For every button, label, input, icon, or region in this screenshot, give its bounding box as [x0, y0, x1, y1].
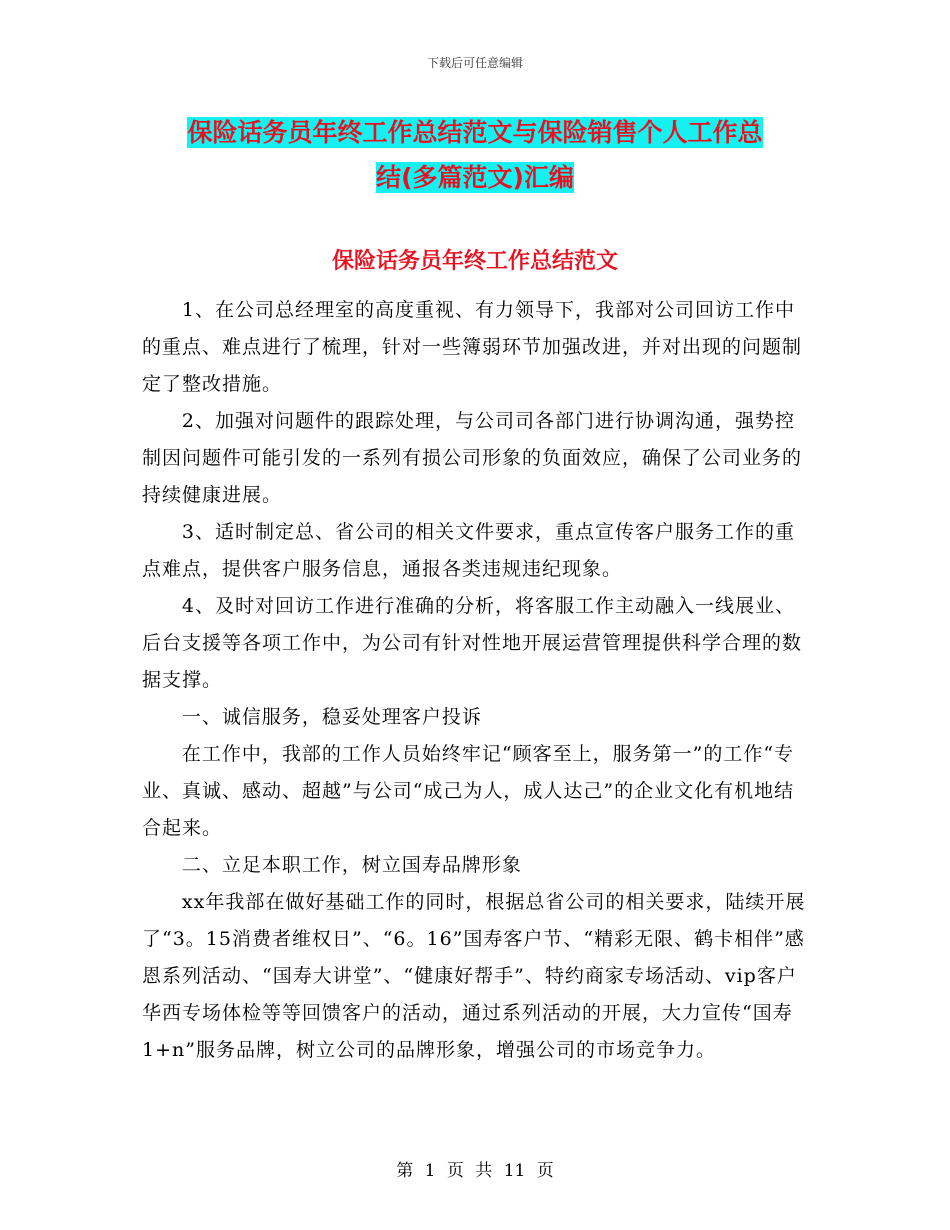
paragraph: xx年我部在做好基础工作的同时，根据总省公司的相关要求，陆续开展了“3。15消费者维权日”、“6。16”国寿客户节、“精彩无限、鹤卡相伴”感恩系列活动、“国寿大讲堂”、“健康好帮手”、特约商家专场活动、vip客户华西专场体检等等回馈客户的活动，通过系列活动的开展，大力宣传“国寿1+n”服务品牌，树立公司的品牌形象，增强公司的市场竞争力。: [142, 891, 806, 1061]
paragraph: 1、在公司总经理室的高度重视、有力领导下，我部对公司回访工作中的重点、难点进行了梳理，针对一些簿弱环节加强改进，并对出现的问题制定了整改措施。: [142, 299, 803, 395]
page-footer: 第 1 页 共 11 页: [396, 1161, 554, 1181]
header-note: 下载后可任意编辑: [426, 56, 523, 70]
document-body: [142, 292, 812, 1069]
document-title-line-1: 保险话务员年终工作总结范文与保险销售个人工作总: [187, 118, 763, 147]
paragraph: 2、加强对问题件的跟踪处理，与公司司各部门进行协调沟通，强势控制因问题件可能引发的一系列有损公司形象的负面效应，确保了公司业务的持续健康进展。: [142, 410, 803, 506]
paragraph: 在工作中，我部的工作人员始终牢记“顾客至上，服务第一”的工作“专业、真诚、感动、超越”与公司“成己为人，成人达己”的企业文化有机地结合起来。: [142, 743, 795, 839]
paragraph: 3、适时制定总、省公司的相关文件要求，重点宣传客户服务工作的重点难点，提供客户服务信息，通报各类违规违纪现象。: [142, 521, 795, 580]
subheading: 一、诚信服务，稳妥处理客户投诉: [181, 706, 482, 728]
document-title: [140, 110, 810, 200]
subheading: 二、立足本职工作，树立国寿品牌形象: [181, 854, 522, 876]
section-title: 保险话务员年终工作总结范文: [331, 249, 618, 274]
document-title-line-2: 结(多篇范文)汇编: [376, 163, 574, 192]
paragraph: 4、及时对回访工作进行准确的分析，将客服工作主动融入一线展业、后台支援等各项工作中，为公司有针对性地开展运营管理提供科学合理的数据支撑。: [142, 595, 803, 691]
